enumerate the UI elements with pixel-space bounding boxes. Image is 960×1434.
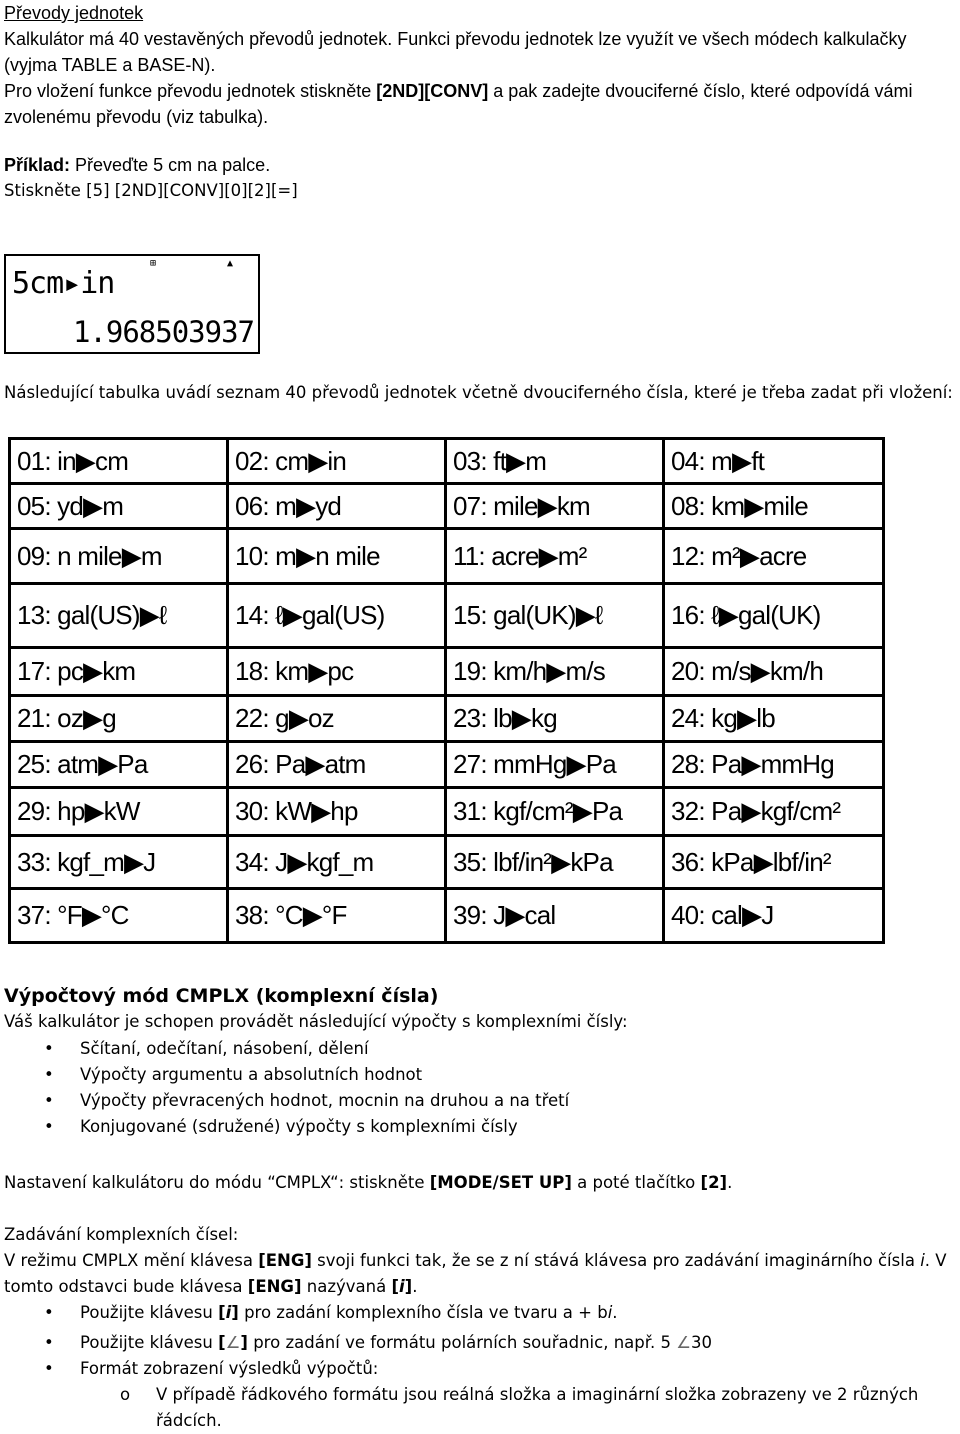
list-item: • Výpočty argumentu a absolutních hodnot xyxy=(4,1062,956,1088)
bracket: ] xyxy=(240,1333,248,1352)
intro-paragraph-2 xyxy=(4,78,956,130)
key-ref: [ENG] xyxy=(247,1277,302,1296)
imaginary-unit: i xyxy=(607,1303,613,1322)
conversion-cell: 24: kg▶lb xyxy=(665,697,882,743)
text: pro zadání ve formátu polárních souřadnic, např. 5 xyxy=(247,1333,677,1352)
conversion-cell: 04: m▶ft xyxy=(665,440,882,485)
conversion-cell: 21: oz▶g xyxy=(11,697,229,743)
conversion-cell: 23: lb▶kg xyxy=(447,697,665,743)
list-item: • Konjugované (sdružené) výpočty s komplexními čísly xyxy=(4,1114,956,1140)
conversion-cell: 26: Pa▶atm xyxy=(229,743,447,789)
conversion-cell: 10: m▶n mile xyxy=(229,530,447,585)
screen-result: 1.968503937 xyxy=(72,315,254,349)
key-ref: [MODE/SET UP] xyxy=(429,1173,572,1192)
conversion-cell: 28: Pa▶mmHg xyxy=(665,743,882,789)
conversion-cell: 35: lbf/in²▶kPa xyxy=(447,837,665,890)
conversion-cell: 25: atm▶Pa xyxy=(11,743,229,789)
key-ref xyxy=(218,1303,239,1322)
conversion-cell: 11: acre▶m² xyxy=(447,530,665,585)
conversion-cell: 14: ℓ▶gal(US) xyxy=(229,585,447,649)
section-heading-unit-conversion: Převody jednotek xyxy=(4,3,144,23)
text: a poté tlačítko xyxy=(571,1173,701,1192)
scroll-up-indicator-icon: ▲ xyxy=(227,258,234,269)
angle-icon: ∠ xyxy=(676,1333,692,1352)
intro-paragraph-1: Kalkulátor má 40 vestavěných převodů jednotek. Funkci převodu jednotek lze využít ve všech módech kalkulačky (vyjma TABLE a BASE-N). xyxy=(4,29,907,75)
text: . xyxy=(412,1277,418,1296)
conversion-cell: 05: yd▶m xyxy=(11,485,229,530)
key-ref: [2ND][CONV] xyxy=(376,81,489,101)
text: Nastavení kalkulátoru do módu “CMPLX“: stiskněte xyxy=(4,1173,430,1192)
conversion-cell: 13: gal(US)▶ℓ xyxy=(11,585,229,649)
key-ref xyxy=(218,1333,248,1352)
imaginary-unit: i xyxy=(920,1251,925,1270)
conversion-cell: 37: °F▶°C xyxy=(11,890,229,941)
cmplx-intro: Váš kalkulátor je schopen provádět následující výpočty s komplexními čísly: xyxy=(4,1012,628,1031)
conversion-cell: 39: J▶cal xyxy=(447,890,665,941)
conversion-cell: 09: n mile▶m xyxy=(11,530,229,585)
format-sublist xyxy=(4,1382,956,1434)
conversion-cell: 27: mmHg▶Pa xyxy=(447,743,665,789)
list-item: o V případě řádkového formátu jsou reálná složka a imaginární složka zobrazeny ve 2 různých řádcích. xyxy=(4,1382,956,1434)
text: pro zadání komplexního čísla ve tvaru a + b xyxy=(238,1303,608,1322)
conversion-cell: 31: kgf/cm²▶Pa xyxy=(447,789,665,837)
math-indicator-icon: ⊞ xyxy=(150,258,157,269)
conversion-cell: 22: g▶oz xyxy=(229,697,447,743)
conversion-cell: 17: pc▶km xyxy=(11,649,229,697)
bracket: [ xyxy=(218,1303,226,1322)
conversion-cell: 03: ft▶m xyxy=(447,440,665,485)
intro-section xyxy=(4,0,956,130)
entry-paragraph xyxy=(4,1248,956,1300)
conversion-cell: 01: in▶cm xyxy=(11,440,229,485)
table-intro: Následující tabulka uvádí seznam 40 převodů jednotek včetně dvouciferného čísla, které je třeba zadat při vložení: xyxy=(4,383,953,402)
cmplx-section xyxy=(4,983,956,1035)
conversion-cell: 08: km▶mile xyxy=(665,485,882,530)
conversion-cell: 07: mile▶km xyxy=(447,485,665,530)
list-item xyxy=(4,1356,956,1434)
cmplx-heading: Výpočtový mód CMPLX (komplexní čísla) xyxy=(4,985,439,1007)
conversion-cell: 16: ℓ▶gal(UK) xyxy=(665,585,882,649)
conversion-cell: 38: °C▶°F xyxy=(229,890,447,941)
key-ref: [2] xyxy=(700,1173,728,1192)
entry-heading: Zadávání komplexních čísel: xyxy=(4,1225,239,1244)
text: 30 xyxy=(691,1333,713,1352)
bracket: ] xyxy=(231,1303,239,1322)
screen-expression: 5cm▸in xyxy=(12,266,115,301)
text: Použijte klávesu xyxy=(80,1303,219,1322)
text: . xyxy=(727,1173,733,1192)
text: svoji funkci tak, že se z ní stává klávesa pro zadávání imaginárního čísla xyxy=(311,1251,921,1270)
bracket: [ xyxy=(391,1277,399,1296)
list-item xyxy=(4,1330,956,1356)
text: Formát zobrazení výsledků výpočtů: xyxy=(80,1359,379,1378)
cmplx-setup xyxy=(4,1170,956,1196)
text: nazývaná xyxy=(301,1277,392,1296)
list-item: • Sčítaní, odečítaní, násobení, dělení xyxy=(4,1036,956,1062)
conversion-cell: 15: gal(UK)▶ℓ xyxy=(447,585,665,649)
cmplx-feature-list xyxy=(4,1036,956,1140)
bracket: [ xyxy=(218,1333,226,1352)
conversion-cell: 06: m▶yd xyxy=(229,485,447,530)
entry-list xyxy=(4,1300,956,1434)
example-line xyxy=(4,152,956,178)
text: . V tomto odstavci bude klávesa xyxy=(4,1251,947,1296)
imaginary-unit: i xyxy=(398,1277,405,1296)
text: a pak zadejte dvouciferné číslo, které odpovídá vámi zvolenému převodu (viz tabulka). xyxy=(4,81,913,127)
conversion-cell: 02: cm▶in xyxy=(229,440,447,485)
conversion-cell: 19: km/h▶m/s xyxy=(447,649,665,697)
example-text: Převeďte 5 cm na palce. xyxy=(70,155,271,175)
imaginary-unit: i xyxy=(225,1303,232,1322)
calculator-screen xyxy=(4,254,260,354)
conversion-cell: 12: m²▶acre xyxy=(665,530,882,585)
conversion-cell: 40: cal▶J xyxy=(671,900,774,930)
conversion-cell: 30: kW▶hp xyxy=(229,789,447,837)
key-ref xyxy=(391,1277,412,1296)
cmplx-entry xyxy=(4,1222,956,1300)
angle-icon: ∠ xyxy=(225,1333,241,1352)
conversion-cell: 33: kgf_m▶J xyxy=(11,837,229,890)
text: V režimu CMPLX mění klávesa xyxy=(4,1251,259,1270)
conversion-cell: 34: J▶kgf_m xyxy=(229,837,447,890)
keys-line: Stiskněte [5] [2ND][CONV][0][2][=] xyxy=(4,181,298,200)
text: Použijte klávesu xyxy=(80,1333,219,1352)
list-item: • Výpočty převracených hodnot, mocnin na druhou a na třetí xyxy=(4,1088,956,1114)
bracket: ] xyxy=(404,1277,413,1296)
conversion-cell: 18: km▶pc xyxy=(229,649,447,697)
conversion-cell: 20: m/s▶km/h xyxy=(665,649,882,697)
text: . xyxy=(612,1303,618,1322)
key-ref: [ENG] xyxy=(258,1251,312,1270)
conversion-table xyxy=(8,437,885,944)
conversion-cell: 36: kPa▶lbf/in² xyxy=(665,837,882,890)
list-item xyxy=(4,1300,956,1326)
text: Pro vložení funkce převodu jednotek stiskněte xyxy=(4,81,377,101)
conversion-cell: 29: hp▶kW xyxy=(11,789,229,837)
conversion-cell: 32: Pa▶kgf/cm² xyxy=(665,789,882,837)
example-label: Příklad: xyxy=(4,155,71,175)
